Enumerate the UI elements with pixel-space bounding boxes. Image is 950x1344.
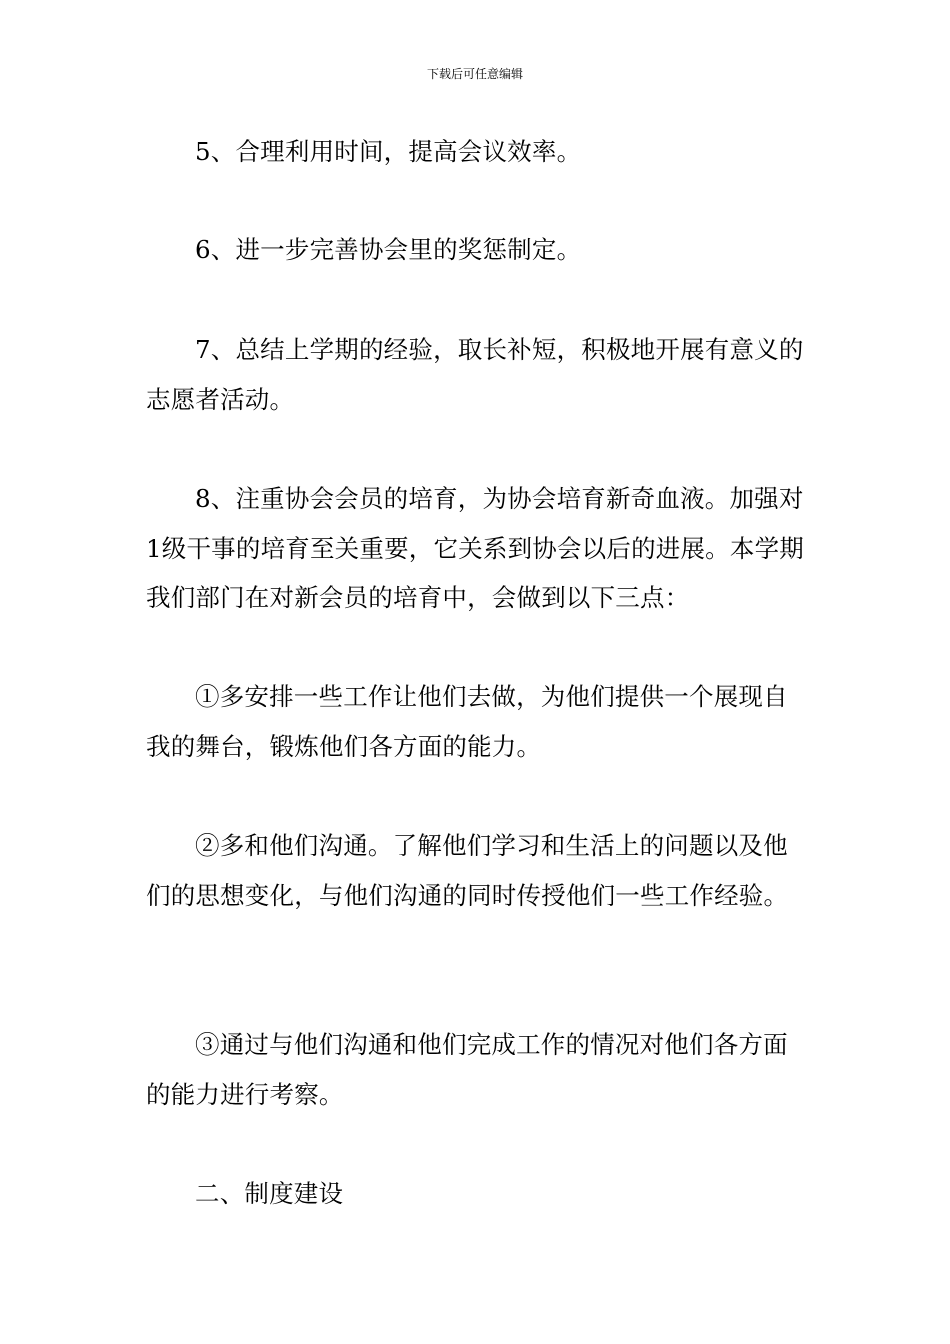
paragraph-point-1: ①多安排一些工作让他们去做，为他们提供一个展现自我的舞台，锻炼他们各方面的能力。 — [146, 682, 788, 761]
paragraph-item-7: 7、总结上学期的经验，取长补短，积极地开展有意义的志愿者活动。 — [146, 335, 804, 414]
paragraph-point-3: ③通过与他们沟通和他们完成工作的情况对他们各方面的能力进行考察。 — [146, 1030, 788, 1109]
paragraph-item-6: 6、进一步完善协会里的奖惩制定。 — [195, 235, 582, 264]
paragraph-item-8: 8、注重协会会员的培育，为协会培育新奇血液。加强对1级干事的培育至关重要，它关系到协会以后的进展。本学期我们部门在对新会员的培育中，会做到以下三点： — [146, 484, 804, 612]
section-heading: 二、制度建设 — [195, 1179, 344, 1208]
page-header-note: 下载后可任意编辑 — [426, 67, 523, 81]
paragraph-point-2: ②多和他们沟通。了解他们学习和生活上的问题以及他们的思想变化，与他们沟通的同时传授他们一些工作经验。 — [146, 831, 789, 910]
paragraph-item-5: 5、合理利用时间，提高会议效率。 — [195, 137, 582, 166]
